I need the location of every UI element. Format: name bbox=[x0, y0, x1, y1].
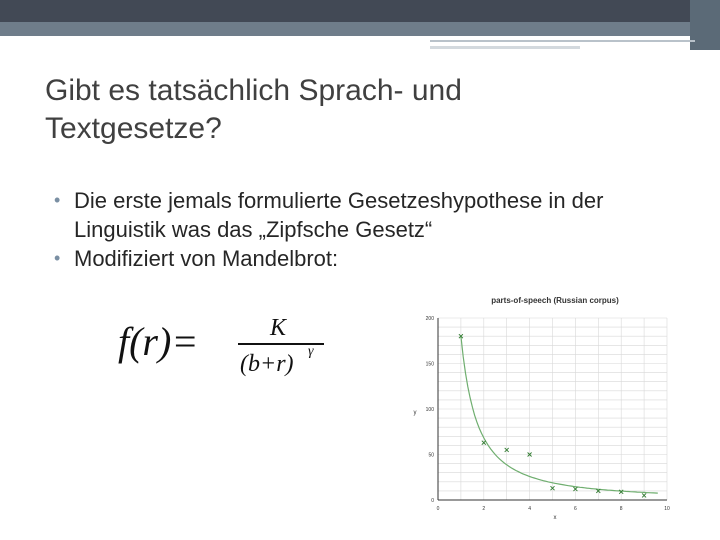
y-tick-label: 200 bbox=[425, 316, 434, 322]
top-banner bbox=[0, 0, 720, 22]
zipf-chart bbox=[405, 290, 690, 525]
bullet-icon: • bbox=[54, 190, 61, 210]
x-axis-label: x bbox=[553, 515, 557, 521]
bullet-item bbox=[52, 244, 692, 273]
bullet-icon: • bbox=[54, 248, 61, 268]
x-tick-label: 6 bbox=[574, 506, 577, 512]
x-tick-label: 4 bbox=[528, 506, 531, 512]
x-tick-label: 10 bbox=[664, 506, 670, 512]
y-tick-label: 0 bbox=[431, 498, 434, 504]
decorative-line bbox=[430, 46, 580, 49]
mandelbrot-formula bbox=[118, 305, 338, 385]
bullet-text: Modifiziert von Mandelbrot: bbox=[74, 246, 339, 271]
formula-lhs: f(r)= bbox=[118, 319, 199, 364]
top-banner-accent bbox=[0, 22, 720, 36]
bullet-text: Die erste jemals formulierte Gesetzeshypothese in der Linguistik was das „Zipfsche Gesetz“ bbox=[74, 188, 604, 242]
top-banner-corner bbox=[690, 0, 720, 50]
y-tick-label: 50 bbox=[428, 452, 434, 459]
formula-denominator: (b+r) bbox=[240, 351, 294, 377]
chart-title: parts-of-speech (Russian corpus) bbox=[491, 296, 619, 305]
x-tick-label: 0 bbox=[436, 506, 440, 512]
decorative-line bbox=[430, 40, 695, 42]
slide-title: Gibt es tatsächlich Sprach- und Textgesetze? bbox=[45, 74, 462, 145]
bullet-list bbox=[52, 186, 692, 273]
bullet-item bbox=[52, 186, 692, 244]
fit-curve bbox=[461, 336, 658, 493]
formula-numerator: K bbox=[270, 315, 287, 341]
y-tick-label: 150 bbox=[425, 361, 434, 368]
y-tick-label: 100 bbox=[425, 407, 434, 413]
x-tick-label: 2 bbox=[482, 506, 486, 512]
formula-exponent: γ bbox=[308, 344, 314, 359]
y-axis-label: y bbox=[413, 410, 417, 416]
x-tick-label: 8 bbox=[619, 506, 623, 512]
